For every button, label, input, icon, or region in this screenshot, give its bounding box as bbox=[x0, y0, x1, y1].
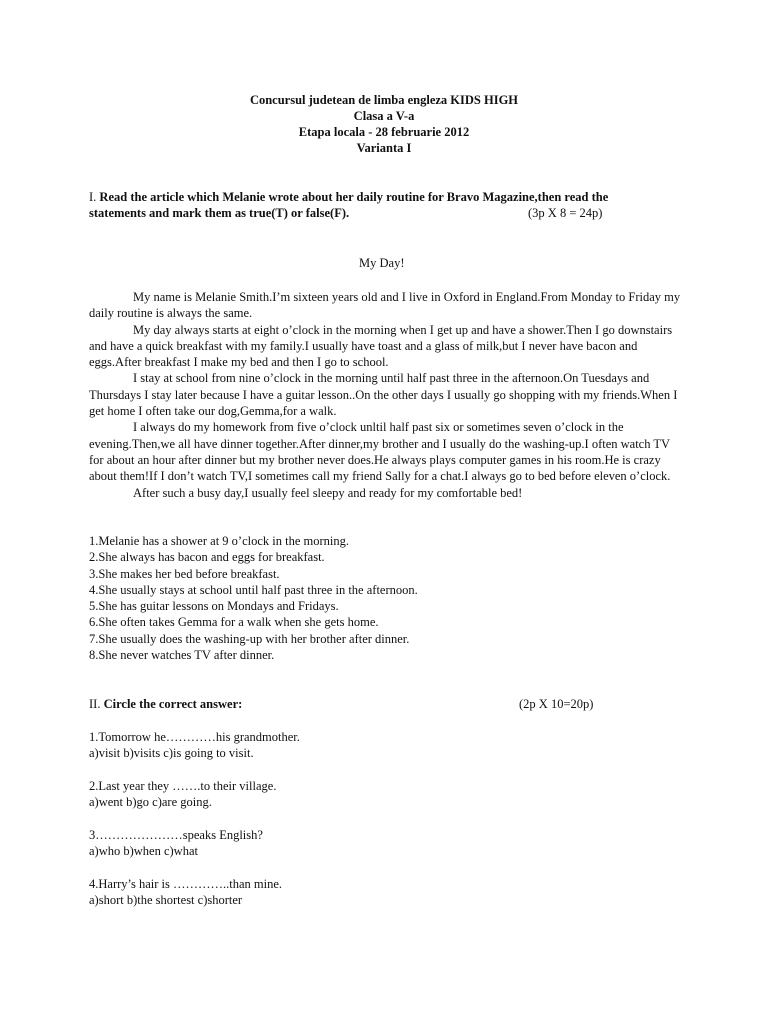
section1-points: (3p X 8 = 24p) bbox=[528, 206, 603, 220]
section1-instruction bbox=[89, 190, 608, 205]
question-options: a)short b)the shortest c)shorter bbox=[89, 893, 243, 907]
statement-item: 3.She makes her bed before breakfast. bbox=[89, 566, 280, 581]
stage-date: Etapa locala - 28 februarie 2012 bbox=[298, 125, 470, 139]
section2-points: (2p X 10=20p) bbox=[519, 697, 594, 711]
statement-item: 7.She usually does the washing-up with her brother after dinner. bbox=[89, 631, 410, 646]
statement-item: 4.She usually stays at school until half past three in the afternoon. bbox=[89, 582, 418, 597]
article-paragraph: My day always starts at eight o’clock in the morning when I get up and have a shower.Then I go downstairs and have a quick breakfast with my family.I usually have toast and a glass of milk,but I never have bacon and eggs.After breakfast I make my bed and then I go to school. bbox=[89, 322, 673, 370]
question-text: 3…………………speaks English? bbox=[89, 828, 263, 842]
question-options: a)who b)when c)what bbox=[89, 844, 198, 858]
article-paragraph: After such a busy day,I usually feel sleepy and ready for my comfortable bed! bbox=[133, 485, 523, 500]
article-body bbox=[89, 289, 681, 501]
section1-instruction-line1: Read the article which Melanie wrote about her daily routine for Bravo Magazine,then read the bbox=[99, 190, 609, 204]
statement-item: 5.She has guitar lessons on Mondays and Fridays. bbox=[89, 599, 339, 614]
article-title: My Day! bbox=[359, 256, 405, 270]
statements-list bbox=[89, 533, 418, 663]
section1-number: I. bbox=[89, 190, 100, 204]
article-paragraph: My name is Melanie Smith.I’m sixteen years old and I live in Oxford in England.From Monday to Friday my daily routine is always the same. bbox=[89, 290, 681, 321]
section2-instruction-text: Circle the correct answer: bbox=[103, 697, 243, 711]
statement-item: 2.She always has bacon and eggs for breakfast. bbox=[89, 550, 325, 565]
statement-item: 6.She often takes Gemma for a walk when she gets home. bbox=[89, 615, 379, 630]
class-label: Clasa a V-a bbox=[353, 109, 415, 123]
variant-label: Varianta I bbox=[356, 141, 412, 155]
question-text: 2.Last year they …….to their village. bbox=[89, 779, 277, 793]
question-text: 1.Tomorrow he…………his grandmother. bbox=[89, 730, 300, 744]
article-paragraph: I stay at school from nine o’clock in the morning until half past three in the afternoon.On Tuesdays and Thursdays I stay later because I have a guitar lesson..On the other days I usually go shopping with my friends.When I get home I often take our dog,Gemma,for a walk. bbox=[89, 371, 678, 419]
question-options: a)went b)go c)are going. bbox=[89, 795, 212, 809]
question-text: 4.Harry’s hair is …………..than mine. bbox=[89, 877, 283, 891]
article-paragraph: I always do my homework from five o’clock unltil half past six or sometimes seven o’clock in the evening.Then,we all have dinner together.After dinner,my brother and I usually do the washing-up.I often watch TV for about an hour after dinner but my brother never does.He always plays computer games in his room.He is crazy about them!If I don’t watch TV,I sometimes call my friend Sally for a chat.I always go to bed before eleven o’clock. bbox=[89, 420, 671, 484]
section1-instruction-line2: statements and mark them as true(T) or false(F). bbox=[89, 206, 350, 220]
section2-number: II. bbox=[89, 697, 104, 711]
statement-item: 8.She never watches TV after dinner. bbox=[89, 648, 275, 663]
contest-title: Concursul judetean de limba engleza KIDS HIGH bbox=[249, 93, 519, 107]
statement-item: 1.Melanie has a shower at 9 o’clock in the morning. bbox=[89, 534, 349, 548]
section2-instruction bbox=[89, 697, 242, 712]
question-options: a)visit b)visits c)is going to visit. bbox=[89, 746, 254, 760]
